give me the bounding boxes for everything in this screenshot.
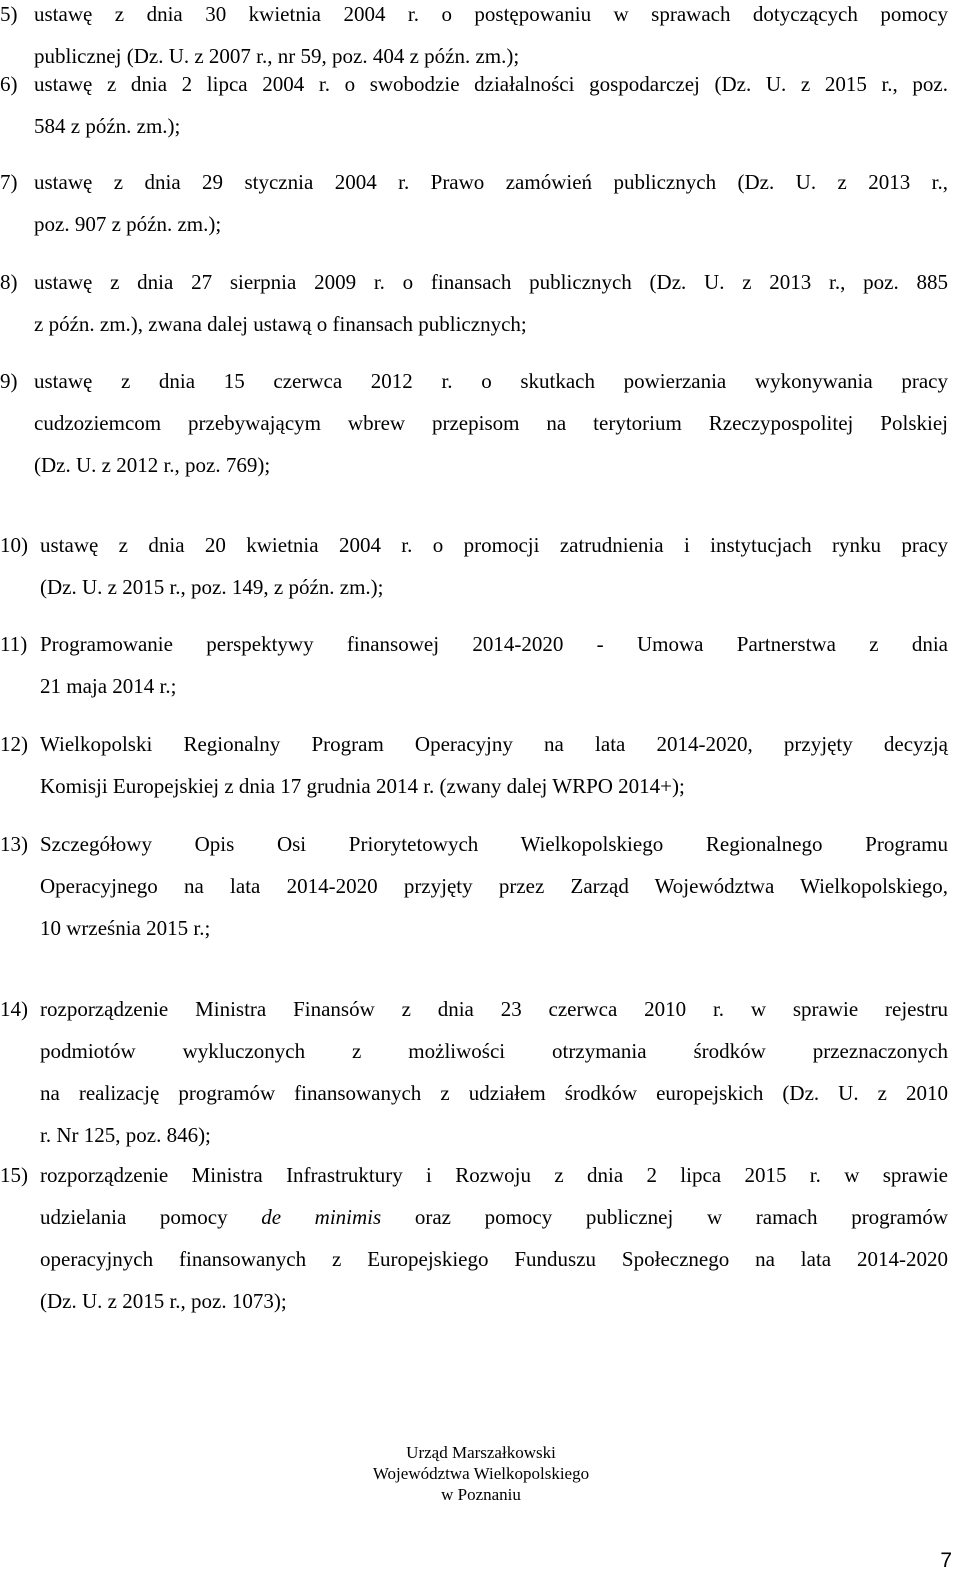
list-item-line: Operacyjnego na lata 2014-2020 przyjęty przez Zarząd Województwa Wielkopolskiego, bbox=[40, 874, 948, 898]
list-item-number: 8) bbox=[0, 270, 18, 294]
list-item-line: Programowanie perspektywy finansowej 2014-2020 - Umowa Partnerstwa z dnia bbox=[40, 632, 948, 656]
list-item-line: poz. 907 z późn. zm.); bbox=[34, 212, 222, 236]
list-item-line: r. Nr 125, poz. 846); bbox=[40, 1123, 211, 1147]
list-item-line: Szczegółowy Opis Osi Priorytetowych Wielkopolskiego Regionalnego Programu bbox=[40, 832, 948, 856]
list-item-line: ustawę z dnia 30 kwietnia 2004 r. o postępowaniu w sprawach dotyczących pomocy bbox=[34, 2, 948, 26]
footer bbox=[0, 1442, 960, 1505]
list-item-line bbox=[40, 1203, 948, 1231]
list-item-line: ustawę z dnia 15 czerwca 2012 r. o skutkach powierzania wykonywania pracy bbox=[34, 369, 948, 393]
footer-line-2: Województwa Wielkopolskiego bbox=[372, 1464, 590, 1483]
line-text: oraz pomocy publicznej w ramach programów bbox=[381, 1205, 948, 1229]
list-item-line: ustawę z dnia 29 stycznia 2004 r. Prawo zamówień publicznych (Dz. U. z 2013 r., bbox=[34, 170, 948, 194]
list-item-line: Komisji Europejskiej z dnia 17 grudnia 2014 r. (zwany dalej WRPO 2014+); bbox=[40, 774, 685, 798]
list-item-line: (Dz. U. z 2012 r., poz. 769); bbox=[34, 453, 271, 477]
list-item-number: 5) bbox=[0, 2, 18, 26]
list-item-line: ustawę z dnia 2 lipca 2004 r. o swobodzie działalności gospodarczej (Dz. U. z 2015 r., poz. bbox=[34, 72, 948, 96]
list-item-line: na realizację programów finansowanych z udziałem środków europejskich (Dz. U. z 2010 bbox=[40, 1081, 948, 1105]
list-item-number: 10) bbox=[0, 533, 28, 557]
list-item-line: cudzoziemcom przebywającym wbrew przepisom na terytorium Rzeczypospolitej Polskiej bbox=[34, 411, 948, 435]
list-item-line: 21 maja 2014 r.; bbox=[40, 674, 177, 698]
line-italic-text: de minimis bbox=[261, 1205, 382, 1229]
list-item-number: 11) bbox=[0, 632, 28, 656]
list-item-line: rozporządzenie Ministra Infrastruktury i Rozwoju z dnia 2 lipca 2015 r. w sprawie bbox=[40, 1163, 948, 1187]
list-item-line: ustawę z dnia 20 kwietnia 2004 r. o promocji zatrudnienia i instytucjach rynku pracy bbox=[40, 533, 948, 557]
list-item-line: z późn. zm.), zwana dalej ustawą o finansach publicznych; bbox=[34, 312, 527, 336]
list-item-number: 14) bbox=[0, 997, 28, 1021]
list-item-number: 15) bbox=[0, 1163, 28, 1187]
footer-line-3: w Poznaniu bbox=[441, 1485, 521, 1504]
line-text: udzielania pomocy bbox=[40, 1205, 262, 1229]
list-item-number: 12) bbox=[0, 732, 28, 756]
list-item-number: 13) bbox=[0, 832, 28, 856]
list-item-line: rozporządzenie Ministra Finansów z dnia 23 czerwca 2010 r. w sprawie rejestru bbox=[40, 997, 948, 1021]
list-item-number: 7) bbox=[0, 170, 18, 194]
list-item-line: Wielkopolski Regionalny Program Operacyjny na lata 2014-2020, przyjęty decyzją bbox=[40, 732, 948, 756]
list-item-line: 584 z późn. zm.); bbox=[34, 114, 181, 138]
list-item-number: 6) bbox=[0, 72, 18, 96]
list-item-line: 10 września 2015 r.; bbox=[40, 916, 211, 940]
list-item-line: (Dz. U. z 2015 r., poz. 1073); bbox=[40, 1289, 287, 1313]
list-item-number: 9) bbox=[0, 369, 18, 393]
list-item-line: operacyjnych finansowanych z Europejskiego Funduszu Społecznego na lata 2014-2020 bbox=[40, 1247, 948, 1271]
page-number: 7 bbox=[940, 1549, 952, 1572]
footer-line-1: Urząd Marszałkowski bbox=[406, 1443, 556, 1462]
list-item-line: publicznej (Dz. U. z 2007 r., nr 59, poz. 404 z późn. zm.); bbox=[34, 44, 520, 68]
list-item-line: podmiotów wykluczonych z możliwości otrzymania środków przeznaczonych bbox=[40, 1039, 948, 1063]
list-item-line: ustawę z dnia 27 sierpnia 2009 r. o finansach publicznych (Dz. U. z 2013 r., poz. 885 bbox=[34, 270, 948, 294]
list-item-line: (Dz. U. z 2015 r., poz. 149, z późn. zm.); bbox=[40, 575, 384, 599]
